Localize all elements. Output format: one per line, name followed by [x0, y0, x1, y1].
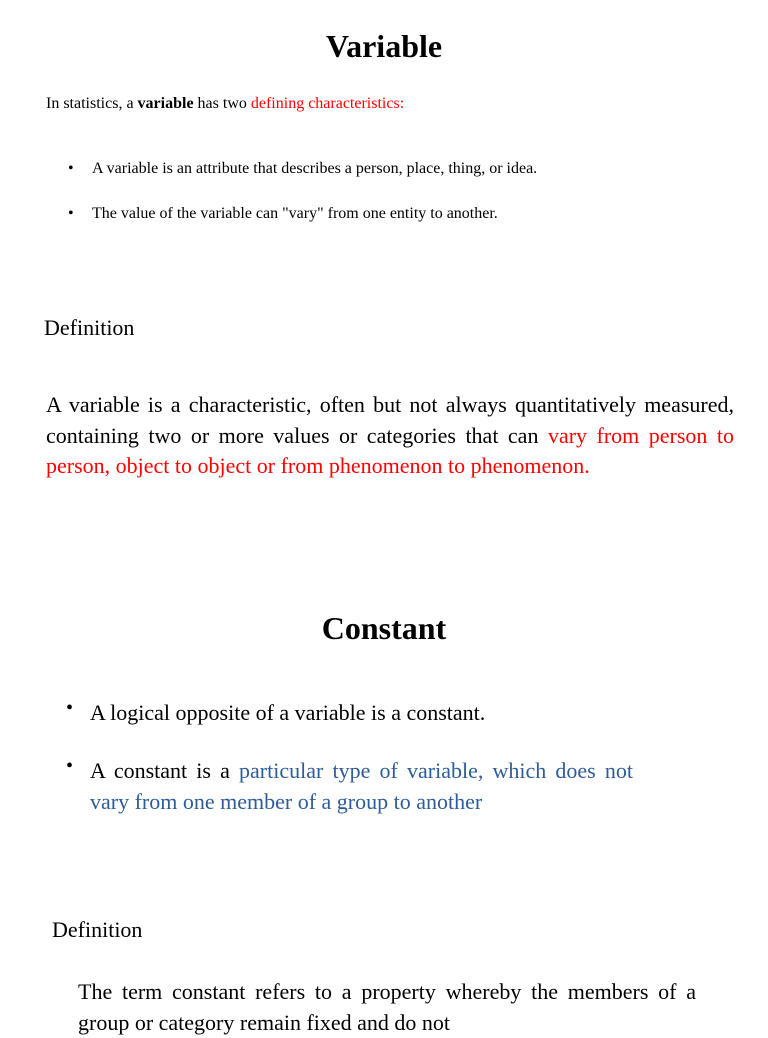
- bullet-icon: •: [68, 160, 74, 177]
- bullet-text: A logical opposite of a variable is a constant.: [90, 700, 486, 725]
- bullet-text: [90, 755, 633, 817]
- bullet-text: A variable is an attribute that describes a person, place, thing, or idea.: [92, 160, 538, 177]
- constant-definition-text: The term constant refers to a property whereby the members of a group or category remain fixed and do not: [78, 979, 696, 1035]
- variable-title: Variable: [325, 28, 443, 64]
- intro-bold-term: variable: [137, 95, 194, 112]
- bullet-icon: •: [68, 205, 74, 222]
- intro-middle: has two: [193, 95, 251, 112]
- constant-title: Constant: [321, 610, 447, 646]
- bullet-highlight: particular type of variable, which does not vary from one member of a group to another: [90, 758, 633, 814]
- bullet-icon: •: [66, 755, 74, 777]
- intro-prefix: In statistics, a: [46, 95, 138, 112]
- intro-sentence: [46, 93, 404, 115]
- definition-plain: A variable is a characteristic, often but not always quantitatively measured, containing two or more values or categories that can: [46, 392, 734, 448]
- bullet-plain: A constant is a: [90, 758, 240, 783]
- variable-definition-text: [46, 390, 734, 482]
- intro-highlight: defining characteristics:: [250, 95, 405, 112]
- bullet-icon: •: [66, 697, 74, 719]
- bullet-text: The value of the variable can "vary" from one entity to another.: [92, 205, 498, 222]
- definition-highlight: vary from person to person, object to object or from phenomenon to phenomenon.: [46, 422, 734, 478]
- constant-definition-heading: Definition: [52, 917, 143, 942]
- variable-definition-heading: Definition: [44, 315, 135, 340]
